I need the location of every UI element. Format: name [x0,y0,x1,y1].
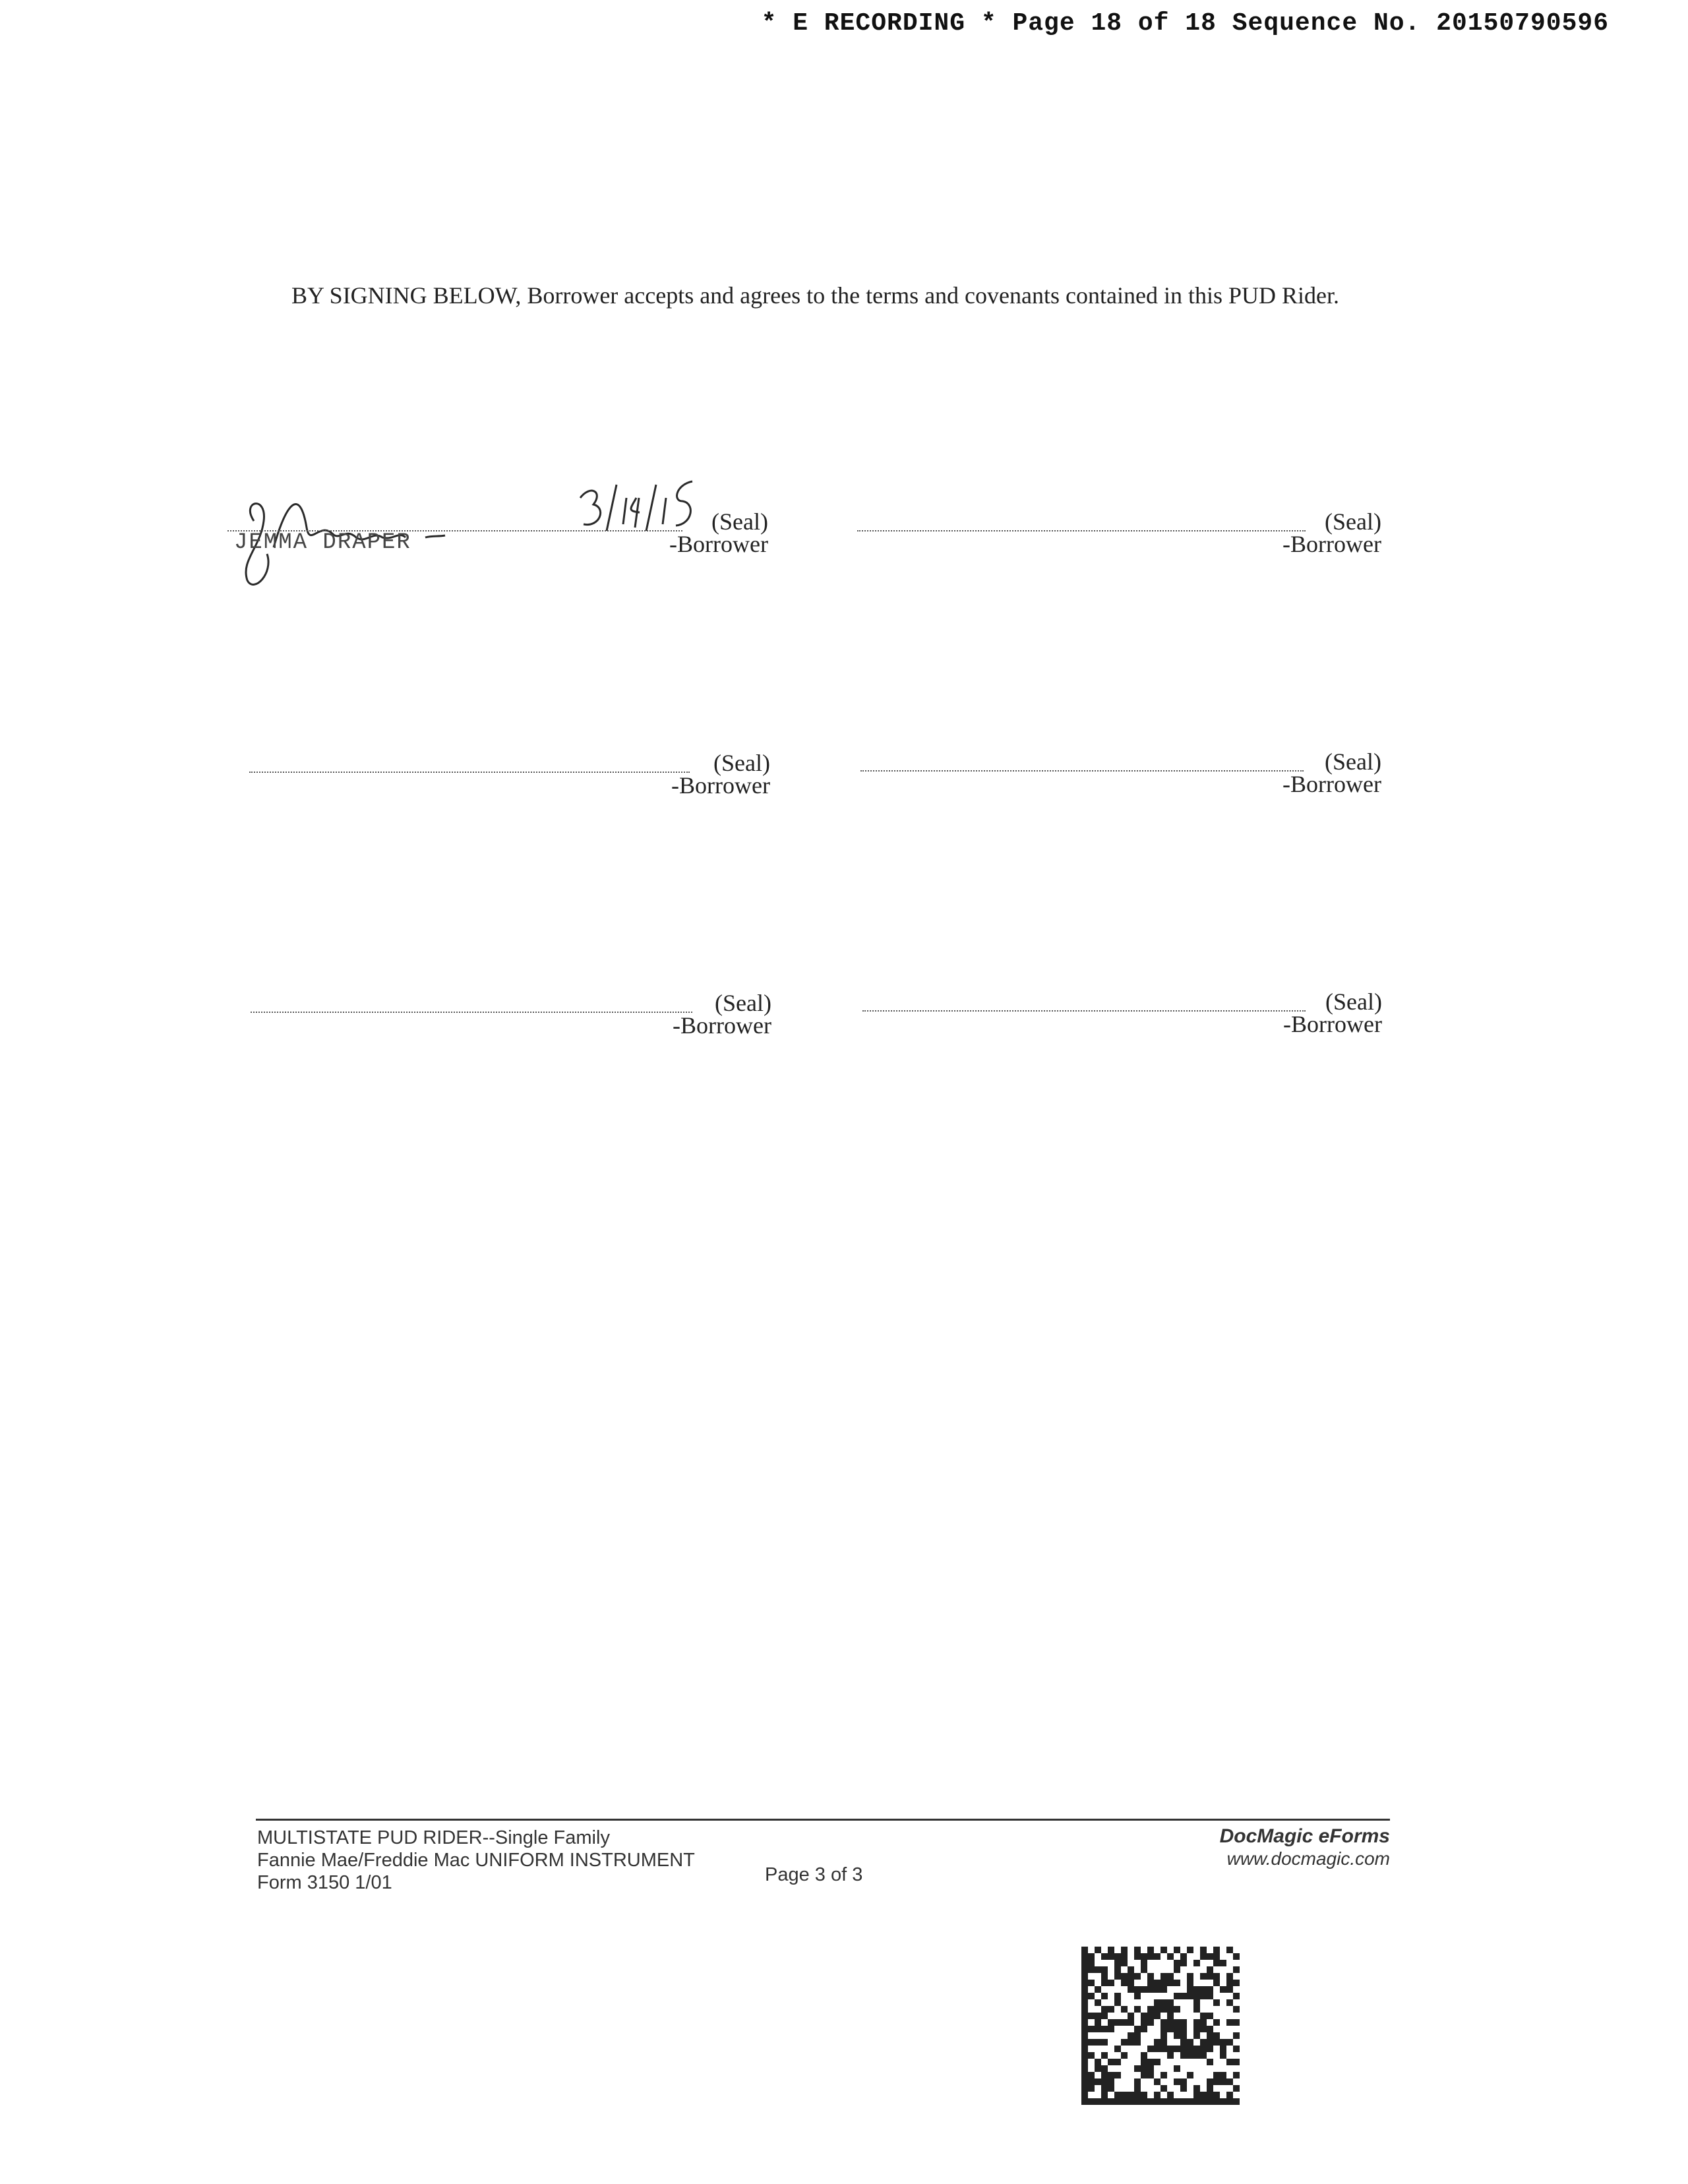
form-number: Form 3150 1/01 [257,1872,392,1893]
seal-label: (Seal) [1325,988,1382,1015]
2d-barcode-icon [1081,1947,1240,2105]
footer-rule [256,1819,1390,1821]
signature-line [862,1010,1306,1012]
brand-name: DocMagic eForms [1219,1825,1390,1847]
signature-line [860,770,1304,772]
borrower-label: -Borrower [671,772,770,799]
form-instrument: Fannie Mae/Freddie Mac UNIFORM INSTRUMENT [257,1850,695,1871]
brand-url: www.docmagic.com [1226,1848,1390,1869]
signature-block-3 [249,743,770,802]
seal-label: (Seal) [713,750,770,776]
borrower-label: -Borrower [1282,771,1381,797]
rider-acceptance-paragraph [244,278,1378,313]
seal-label: (Seal) [711,508,768,535]
signature-line [857,530,1306,531]
signature-line [249,772,690,773]
signature-block-2 [857,501,1381,561]
docmagic-logo [1220,1825,1390,1870]
signature-block-4 [860,741,1381,801]
seal-label: (Seal) [1325,748,1381,775]
borrower-label: -Borrower [673,1012,771,1039]
borrower-label: -Borrower [669,531,768,557]
paragraph-text: BY SIGNING BELOW, Borrower accepts and agrees to the terms and covenants contained in this PUD Rider. [291,282,1339,309]
recording-header: * E RECORDING * Page 18 of 18 Sequence No. 20150790596 [761,9,1609,38]
signature-line [251,1012,692,1013]
signature-block-1 [227,501,768,561]
seal-label: (Seal) [715,990,771,1016]
signature-block-6 [862,981,1382,1041]
borrower-label: -Borrower [1282,531,1381,557]
seal-label: (Seal) [1325,508,1381,535]
borrower-name: JEMMA DRAPER [234,530,411,555]
borrower-label: -Borrower [1283,1011,1382,1037]
form-title: MULTISTATE PUD RIDER--Single Family [257,1827,610,1848]
page-number: Page 3 of 3 [765,1864,863,1885]
signature-block-5 [251,983,771,1042]
